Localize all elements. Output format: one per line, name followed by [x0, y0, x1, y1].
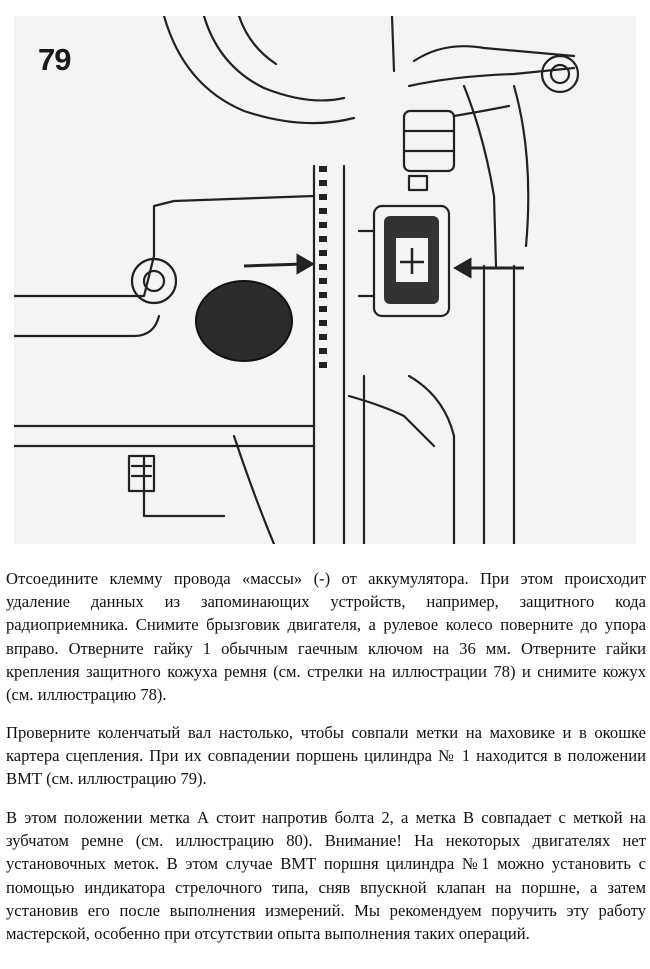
- paragraph-2: Проверните коленчатый вал настолько, чтобы совпали метки на маховике и в окошке картера сцепления. При их совпадении поршень цилиндра № 1 находится в положении ВМТ (см. иллюстрацию 79).: [6, 723, 646, 789]
- figure-number: 79: [38, 42, 71, 77]
- engine-line-drawing: [14, 16, 636, 544]
- paragraph-1: Отсоедините клемму провода «массы» (-) от аккумулятора. При этом происходит удаление данных из запоминающих устройств, например, защитного кода радиоприемника. Снимите брызговик двигателя, а рулевое колесо поверните до упора вправо. Отверните гайку 1 обычным гаечным ключом на 36 мм. Отверните гайки крепления защитного кожуха ремня (см. стрелки на иллюстрации 78) и снимите кожух (см. иллюстрацию 78).: [6, 569, 646, 705]
- engine-illustration: [14, 16, 636, 544]
- paragraph-3: В этом положении метка А стоит напротив болта 2, а метка В совпадает с меткой на зубчатом ремне (см. иллюстрацию 80). Внимание! На некоторых двигателях нет установочных меток. В этом случае ВМТ поршня цилиндра №1 можно установить с помощью индикатора стрелочного типа, сняв впускной клапан на поршне, а затем установив его после выполнения измерений. Мы рекомендуем поручить эту работу мастерской, особенно при отсутствии опыта выполнения таких операций.: [6, 808, 646, 944]
